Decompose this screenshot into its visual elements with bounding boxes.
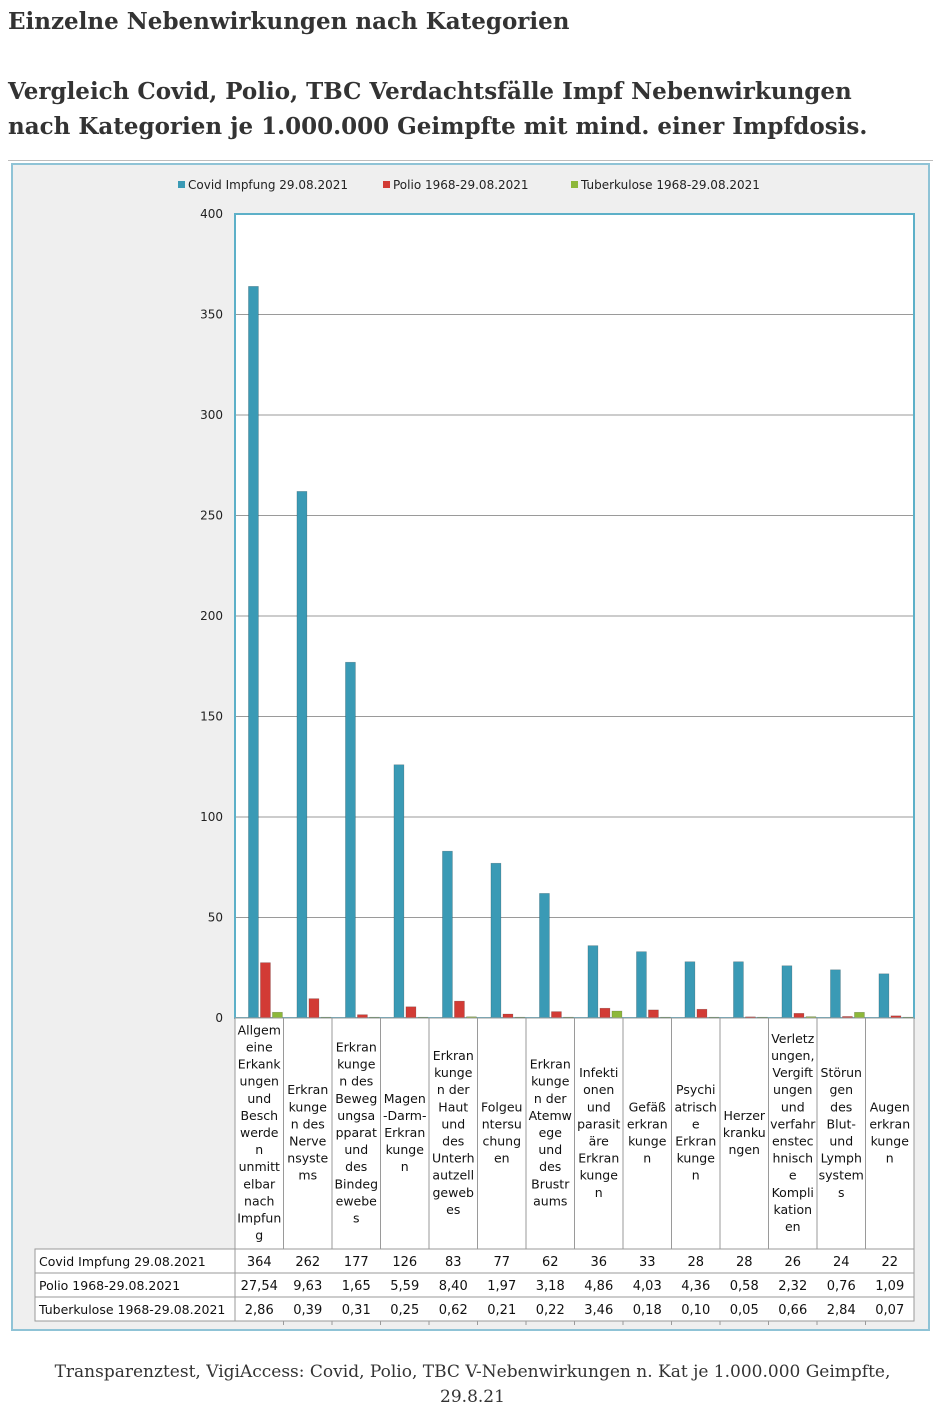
table-cell: 0,07 [875, 1303, 905, 1318]
category-label-line: Beweg [335, 1090, 378, 1106]
category-label-line: gen [829, 1082, 854, 1098]
category-label-line: kunge [579, 1167, 618, 1183]
table-cell: 9,63 [293, 1279, 323, 1294]
category-label-line: geweb [432, 1184, 474, 1200]
category-label-line: kunge [434, 1065, 473, 1081]
table-cell: 28 [735, 1255, 753, 1270]
category-label-line: Erkran [432, 1048, 474, 1063]
category-label-line: ewebe [335, 1193, 377, 1209]
category-label-line: kunge [676, 1150, 715, 1166]
bar [733, 962, 743, 1018]
bar [879, 974, 889, 1018]
category-label-line: und [586, 1099, 611, 1115]
category-label-line: onen [583, 1082, 615, 1098]
bar [697, 1009, 707, 1018]
bar [503, 1014, 513, 1018]
category-label-line: Lymph [820, 1150, 862, 1166]
category-label-line: hnisch [772, 1150, 814, 1166]
y-tick-label: 0 [215, 1011, 223, 1025]
category-label-line: n der [533, 1090, 567, 1106]
category-label-line: ms [298, 1167, 318, 1183]
table-cell: 0,66 [778, 1303, 808, 1318]
category-label-line: werde [240, 1124, 279, 1140]
bar [394, 765, 404, 1018]
table-cell: 0,39 [293, 1303, 323, 1318]
y-tick-label: 200 [200, 609, 223, 623]
category-label-line: n [691, 1167, 700, 1183]
bar [248, 286, 258, 1018]
y-tick-label: 150 [200, 709, 223, 724]
category-label-line: e [691, 1116, 700, 1132]
bar [588, 946, 598, 1018]
category-label-line: Atemw [528, 1107, 572, 1123]
table-cell: 364 [246, 1255, 272, 1270]
bar [854, 1012, 864, 1018]
bar [600, 1008, 610, 1018]
category-label-line: n [594, 1184, 603, 1200]
category-label-line: verfahr [770, 1116, 816, 1132]
table-row-label: Covid Impfung 29.08.2021 [39, 1254, 206, 1269]
gridlines [235, 214, 914, 1018]
category-label-line: Folgeu [481, 1099, 523, 1115]
table-cell: 0,22 [535, 1303, 565, 1318]
chart-subheading: Vergleich Covid, Polio, TBC Verdachtsfälle Impf Nebenwirkungen nach Kategorien je 1.000.000 Geimpfte mit mind. einer Impfdosis. [8, 78, 868, 140]
category-label-line: n [400, 1159, 409, 1175]
category-label-line: ungen [239, 1073, 279, 1089]
category-label-line: Blut- [826, 1116, 856, 1132]
legend-label: Polio 1968-29.08.2021 [393, 178, 529, 192]
legend-swatch [571, 181, 578, 188]
table-cell: 126 [392, 1255, 418, 1270]
bar [636, 952, 646, 1018]
category-label-line: und [829, 1133, 854, 1149]
category-label-line: Besch [240, 1107, 279, 1123]
table-cell: 62 [541, 1255, 559, 1270]
category-label-line: Erkank [237, 1056, 281, 1072]
table-cell: 4,86 [584, 1279, 614, 1294]
table-cell: 26 [784, 1255, 802, 1270]
category-label-line: aums [533, 1193, 568, 1209]
category-label-line: atrisch [674, 1099, 717, 1115]
table-cell: 4,36 [681, 1279, 711, 1294]
category-label-line: pparat [335, 1124, 377, 1140]
category-label-line: Haut [438, 1099, 469, 1115]
data-table [35, 1249, 914, 1321]
table-cell: 36 [590, 1255, 608, 1270]
category-label-line: n [255, 1142, 264, 1158]
category-label-line: unmitt [238, 1159, 280, 1175]
category-label-line: und [780, 1099, 805, 1115]
category-label-line: en [784, 1219, 801, 1234]
bar [648, 1010, 658, 1018]
y-tick-label: 300 [200, 408, 223, 422]
y-tick-label: 50 [207, 910, 223, 925]
category-label-line: Erkran [529, 1056, 571, 1072]
category-label-line: en [493, 1150, 510, 1166]
legend [178, 178, 760, 192]
category-label-line: und [441, 1116, 466, 1132]
bar [491, 863, 501, 1018]
table-cell: 22 [881, 1255, 899, 1270]
table-cell: 2,84 [826, 1303, 856, 1318]
legend-swatch [178, 181, 185, 188]
category-label-line: enstec [771, 1133, 814, 1149]
category-label-line: n des [290, 1116, 325, 1132]
category-label-line: n [885, 1150, 894, 1166]
category-label-line: erkran [869, 1116, 911, 1132]
table-cell: 1,09 [875, 1279, 905, 1294]
category-label-line: des [345, 1159, 368, 1175]
category-label-line: kunge [288, 1099, 327, 1115]
category-label-line: autzell [432, 1167, 475, 1183]
category-label-line: und [538, 1142, 563, 1158]
category-label-line: Unterh [431, 1150, 475, 1166]
category-label-line: Vergift [772, 1065, 814, 1081]
category-label-line: Infekti [579, 1065, 619, 1081]
bar [272, 1012, 282, 1018]
bar [685, 962, 695, 1018]
category-label-line: Gefäß [628, 1099, 666, 1115]
table-cell: 177 [343, 1255, 369, 1270]
bar [442, 851, 452, 1018]
category-label-line: chung [482, 1133, 522, 1149]
category-label-line: Augen [869, 1099, 910, 1115]
table-cell: 4,03 [632, 1279, 662, 1294]
category-label-line: Magen [383, 1090, 426, 1106]
category-label-line: des [442, 1133, 465, 1149]
table-cell: 83 [444, 1255, 462, 1270]
bar [297, 491, 307, 1018]
category-label-line: Verletz [771, 1030, 815, 1046]
y-tick-label: 350 [200, 307, 223, 322]
divider [8, 160, 933, 161]
category-label-line: und [247, 1090, 272, 1106]
category-label-line: Psychi [676, 1082, 716, 1098]
legend-label: Covid Impfung 29.08.2021 [188, 178, 349, 192]
category-label-line: erkran [626, 1116, 668, 1132]
category-label-line: des [830, 1099, 853, 1115]
y-tick-label: 250 [200, 508, 223, 523]
table-cell: 28 [687, 1255, 705, 1270]
category-label-line: Erkran [335, 1039, 377, 1055]
table-cell: 0,31 [341, 1303, 371, 1318]
category-label-line: es [446, 1201, 461, 1217]
chart-frame [11, 163, 930, 1331]
table-cell: 0,25 [390, 1303, 420, 1318]
category-label-line: äre [588, 1133, 609, 1149]
category-label-line: kunge [337, 1056, 376, 1072]
table-cell: 5,59 [390, 1279, 420, 1294]
category-label-line: Erkran [287, 1082, 329, 1098]
table-cell: 77 [493, 1255, 511, 1270]
category-label-line: ungsa [337, 1107, 376, 1123]
table-cell: 0,05 [729, 1303, 759, 1318]
category-label-line: Impfun [237, 1210, 282, 1226]
bar [794, 1013, 804, 1018]
image-caption: Transparenztest, VigiAccess: Covid, Polio, TBC V-Nebenwirkungen n. Kat je 1.000.000 Geimpfte, 29.8.21 [54, 1362, 891, 1407]
bar [309, 999, 319, 1018]
bar [345, 662, 355, 1018]
bar [260, 963, 270, 1018]
category-label-line: n [643, 1150, 652, 1166]
category-label-line: nsyste [287, 1150, 329, 1166]
category-label-line: Brustr [531, 1176, 570, 1192]
bar [782, 966, 792, 1018]
category-label-line: kunge [870, 1133, 909, 1149]
category-label-line: Nerve [289, 1133, 327, 1149]
category-label-line: system [818, 1167, 864, 1183]
page-heading: Einzelne Nebenwirkungen nach Kategorien [8, 8, 570, 35]
y-tick-label: 100 [200, 810, 223, 824]
table-cell: 1,65 [341, 1279, 371, 1294]
table-cell: 8,40 [438, 1279, 468, 1294]
category-label-line: Kompli [771, 1184, 814, 1200]
table-cell: 0,58 [729, 1279, 759, 1294]
category-label-line: kunge [385, 1142, 424, 1158]
category-label-line: nach [244, 1193, 275, 1209]
table-cell: 0,21 [487, 1303, 517, 1318]
category-label-line: kunge [531, 1073, 570, 1089]
category-label-line: g [255, 1227, 264, 1243]
category-label-line: Erkran [675, 1133, 717, 1149]
category-label-line: parasit [577, 1116, 621, 1132]
table-cell: 2,32 [778, 1279, 808, 1294]
table-cell: 3,18 [535, 1279, 565, 1294]
table-cell: 0,18 [632, 1303, 662, 1318]
category-label-line: ngen [728, 1142, 760, 1158]
y-axis [200, 207, 223, 1025]
category-label-line: Herzer [723, 1107, 766, 1123]
table-cell: 27,54 [240, 1279, 278, 1294]
category-label-line: n der [436, 1082, 470, 1098]
category-label-line: kranku [722, 1124, 766, 1140]
table-row-label: Tuberkulose 1968-29.08.2021 [39, 1302, 226, 1317]
category-label-line: s [837, 1184, 845, 1200]
bar [551, 1012, 561, 1018]
table-cell: 0,62 [438, 1303, 468, 1318]
category-label-line: kation [773, 1201, 813, 1217]
table-cell: 33 [638, 1255, 656, 1270]
category-label-line: ungen [773, 1082, 813, 1098]
category-label-line: -Darm- [383, 1107, 427, 1123]
category-label-line: Erkran [578, 1150, 620, 1166]
category-label-line: des [539, 1159, 562, 1175]
category-label-line: ungen, [771, 1048, 815, 1063]
bar-chart [13, 165, 928, 1329]
bar [539, 893, 549, 1018]
category-label-line: ntersu [481, 1116, 522, 1132]
bar [454, 1001, 464, 1018]
bar [406, 1007, 416, 1018]
category-label-line: Erkran [384, 1124, 426, 1140]
table-cell: 0,10 [681, 1303, 711, 1318]
table-cell: 2,86 [244, 1303, 274, 1318]
table-cell: 0,76 [826, 1279, 856, 1294]
category-label-line: elbar [243, 1176, 276, 1192]
category-label-line: e [788, 1167, 797, 1183]
category-label-line: n des [339, 1073, 374, 1089]
bar [612, 1011, 622, 1018]
table-cell: 24 [832, 1255, 850, 1270]
table-cell: 3,46 [584, 1303, 614, 1318]
table-cell: 1,97 [487, 1279, 517, 1294]
category-label-line: und [344, 1142, 369, 1158]
category-label-line: kunge [628, 1133, 667, 1149]
category-label-line: ege [538, 1124, 562, 1140]
category-label-line: eine [245, 1039, 273, 1055]
legend-label: Tuberkulose 1968-29.08.2021 [581, 178, 760, 192]
category-label-line: Störun [820, 1065, 862, 1081]
legend-swatch [383, 181, 390, 188]
y-tick-label: 400 [200, 207, 223, 221]
table-row-label: Polio 1968-29.08.2021 [39, 1278, 181, 1293]
category-label-line: s [352, 1210, 360, 1226]
category-label-line: Bindeg [334, 1176, 379, 1192]
table-cell: 262 [295, 1255, 321, 1270]
bar [830, 970, 840, 1018]
category-label-line: Allgem [237, 1022, 281, 1038]
